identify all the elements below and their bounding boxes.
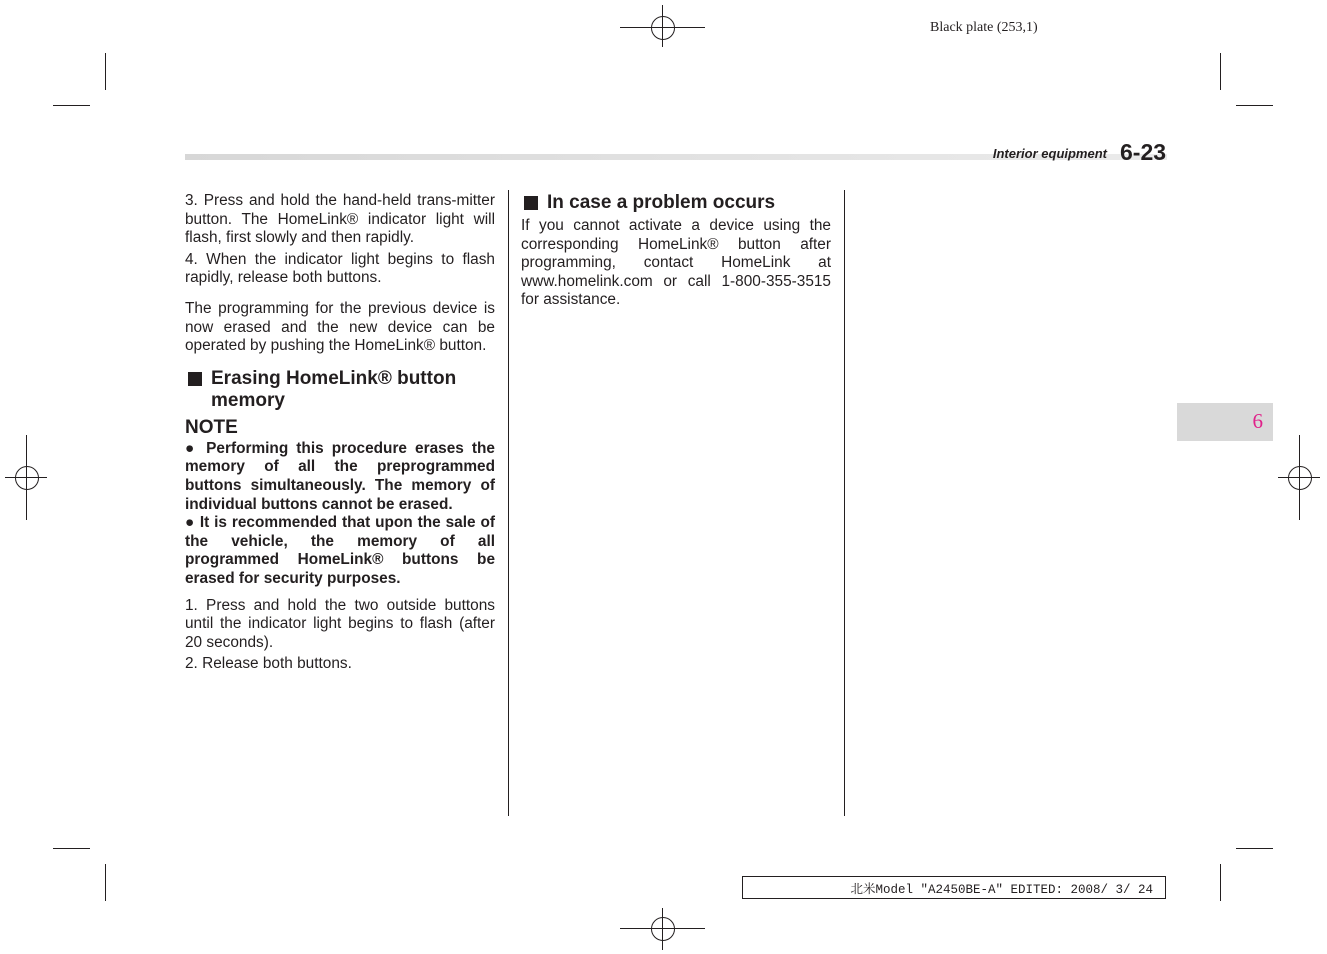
- section-title: Interior equipment: [992, 146, 1107, 161]
- erasing-heading-text: Erasing HomeLink® button memory: [211, 367, 457, 411]
- heading-square-icon: [524, 196, 538, 210]
- footer-edit-box: [742, 876, 1166, 899]
- note-item-1: ● Performing this procedure erases the memory of all the preprogrammed buttons simultaneously. The memory of individual buttons cannot be erased.: [185, 439, 495, 513]
- heading-square-icon: [188, 372, 202, 386]
- programming-paragraph: The programming for the previous device is now erased and the new device can be operated by pushing the HomeLink® button.: [185, 299, 495, 355]
- column-left: [185, 192, 495, 674]
- step-4: 4. When the indicator light begins to flash rapidly, release both buttons.: [185, 250, 495, 287]
- note-item-2: ● It is recommended that upon the sale of the vehicle, the memory of all programmed HomeLink® buttons be erased for security purposes.: [185, 514, 495, 587]
- footer-edit-info: 北米Model "A2450BE-A" EDITED: 2008/ 3/ 24: [850, 883, 1153, 897]
- chapter-number: 6: [1252, 409, 1263, 433]
- page-number: 6-23: [1120, 139, 1167, 165]
- erase-step-2: 2. Release both buttons.: [185, 655, 352, 673]
- column-middle: [521, 192, 831, 310]
- problem-heading: [521, 192, 831, 214]
- column-divider-1: [508, 190, 509, 816]
- erase-step-1: 1. Press and hold the two outside buttons until the indicator light begins to flash (after 20 seconds).: [185, 596, 495, 651]
- chapter-tab: [1177, 403, 1273, 441]
- problem-heading-text: In case a problem occurs: [547, 192, 776, 213]
- problem-text: If you cannot activate a device using the corresponding HomeLink® button after programming, contact HomeLink at www.homelink.com or call 1-800-355-3515 for assistance.: [521, 217, 831, 309]
- column-divider-2: [844, 190, 845, 816]
- note-title: NOTE: [185, 416, 238, 438]
- erasing-heading: [185, 368, 495, 412]
- plate-label: Black plate (253,1): [930, 20, 1038, 35]
- step-3: 3. Press and hold the hand-held trans-mitter button. The HomeLink® indicator light will flash, first slowly and then rapidly.: [185, 192, 495, 247]
